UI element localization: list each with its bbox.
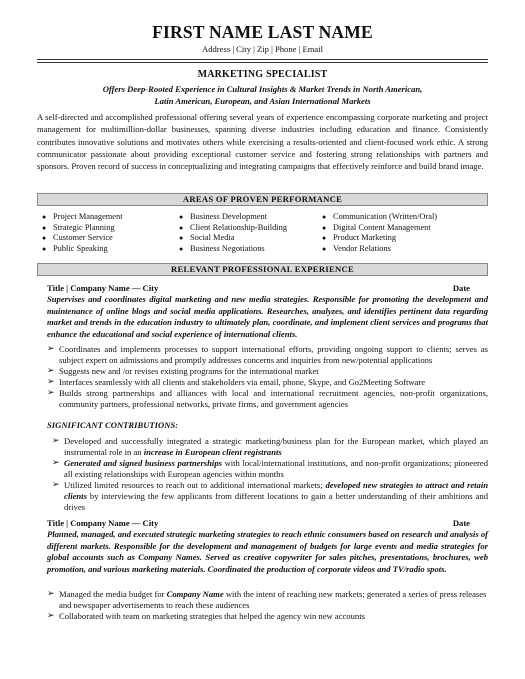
bullet-icon: ● bbox=[322, 234, 327, 242]
areas-column-1 bbox=[42, 212, 179, 254]
bullet-icon: ● bbox=[322, 223, 327, 232]
arrow-bullet-icon: ➢ bbox=[47, 366, 55, 376]
arrow-bullet-icon: ➢ bbox=[47, 344, 55, 354]
candidate-name: FIRST NAME LAST NAME bbox=[152, 22, 373, 42]
arrow-bullet-icon: ➢ bbox=[47, 611, 55, 621]
section-heading-experience: RELEVANT PROFESSIONAL EXPERIENCE bbox=[37, 263, 488, 276]
list-item: ● Digital Content Management bbox=[322, 222, 431, 232]
header-rule-bottom bbox=[37, 62, 488, 63]
bullet-icon: ● bbox=[179, 223, 184, 232]
arrow-bullet-icon: ➢ bbox=[52, 480, 60, 490]
arrow-bullet-icon: ➢ bbox=[47, 388, 55, 398]
list-item: ➢ Generated and signed business partnerships with local/international institutions, and non-profit organizations; pioneered all existing relationships with European agencies within months bbox=[52, 458, 488, 479]
bullet-icon: ● bbox=[179, 244, 184, 253]
list-item: ● Social Media bbox=[179, 233, 235, 242]
job-2-bullets bbox=[47, 589, 488, 622]
bullet-icon: ● bbox=[42, 223, 47, 232]
list-item: ● Business Negotiations bbox=[179, 243, 265, 253]
tagline-line-2: Latin American, European, and Asian International Markets bbox=[154, 96, 371, 106]
arrow-bullet-icon: ➢ bbox=[52, 436, 60, 446]
list-item: ● Client Relationship-Building bbox=[179, 222, 288, 232]
tagline-line-1: Offers Deep-Rooted Experience in Cultural Insights & Market Trends in North American, bbox=[102, 84, 423, 94]
job-title-heading: MARKETING SPECIALIST bbox=[197, 69, 328, 80]
list-item: ➢ Utilized limited resources to reach out to additional international markets; developed new strategies to attract and retain clients by interviewing the few applicants from different locations to gain a better understanding of their ambitions and drives bbox=[52, 480, 488, 512]
bullet-icon: ● bbox=[42, 244, 47, 253]
list-item: ● Project Management bbox=[42, 212, 123, 221]
list-item: ➢ Managed the media budget for Company Name with the intent of reaching new markets; generated a series of press releases and newspaper advertisements to reach these audiences bbox=[47, 589, 487, 610]
contact-line: Address | City | Zip | Phone | Email bbox=[202, 44, 323, 54]
job-2-description: Planned, managed, and executed strategic marketing strategies to reach ethnic consumers based on research and analysis of different markets. Responsible for the development and management of budgets for large events and media strategies for global accounts such as Company Names. Served as creative copywriter for sales pitches, presentations, brochures, web promotion, and various marketing materials. Coordinated the production of corporate videos and TV/radio spots. bbox=[47, 529, 488, 574]
list-item: ● Strategic Planning bbox=[42, 222, 115, 232]
section-heading-areas: AREAS OF PROVEN PERFORMANCE bbox=[37, 193, 488, 206]
job-1-contributions bbox=[52, 436, 488, 513]
job-2-header bbox=[47, 518, 470, 529]
list-item: ● Business Development bbox=[179, 212, 267, 221]
list-item: ● Communication (Written/Oral) bbox=[322, 212, 438, 221]
list-item: ➢ Developed and successfully integrated a strategic marketing/business plan for the European market, which played an instrumental role in an increase in European client registrants bbox=[52, 436, 488, 457]
arrow-bullet-icon: ➢ bbox=[52, 458, 60, 468]
areas-column-2 bbox=[179, 212, 322, 254]
list-item: ● Public Speaking bbox=[42, 243, 108, 253]
list-item: ● Product Marketing bbox=[322, 233, 397, 242]
bullet-icon: ● bbox=[322, 244, 327, 253]
list-item: ➢ Suggests new and /or revises existing programs for the international market bbox=[47, 366, 319, 376]
job-1-date: Date bbox=[452, 283, 470, 293]
list-item: ● Vendor Relations bbox=[322, 243, 391, 253]
bullet-icon: ● bbox=[322, 213, 327, 221]
job-1-bullets bbox=[47, 344, 488, 410]
arrow-bullet-icon: ➢ bbox=[47, 589, 55, 599]
header-rule-top bbox=[37, 59, 488, 60]
job-1-header bbox=[47, 283, 470, 294]
contributions-heading: SIGNIFICANT CONTRIBUTIONS: bbox=[47, 420, 179, 430]
bullet-icon: ● bbox=[179, 234, 184, 242]
areas-of-performance bbox=[42, 212, 488, 254]
summary-paragraph: A self-directed and accomplished professional offering several years of experience encompassing corporate marketing and project management for multimillion-dollar businesses, spanning diverse industries including education and finance. Consistently contributes innovative solutions and motivates others while exercising a results-oriented and client-focused work ethic. A strong communicator passionate about providing exceptional customer service and fostering strong relationships with partners and sponsors. Proven record of success in conceptualizing and integrating campaigns that effectively reinforce and build brand image. bbox=[37, 112, 488, 172]
job-2-title: Title | Company Name — City bbox=[47, 518, 159, 528]
arrow-bullet-icon: ➢ bbox=[47, 377, 55, 387]
list-item: ➢ Collaborated with team on marketing strategies that helped the agency win new accounts bbox=[47, 611, 365, 621]
job-1-description: Supervises and coordinates digital marketing and new media strategies. Responsible for promoting the development and maintenance of online blogs and social media applications. Researches, analyzes, and identifies pertinent data regarding market and trends in the education industry to ultimately plan, coordinate, and implement client services and programs that enhance the educational and social experience of international clients. bbox=[47, 294, 488, 339]
tagline bbox=[0, 83, 525, 107]
list-item: ➢ Coordinates and implements processes to support international efforts, providing ongoing support to clients; serves as subject expert on admissions and promptly addresses concerns and inquiries from new/potential applications bbox=[47, 344, 488, 365]
job-1-title: Title | Company Name — City bbox=[47, 283, 159, 293]
list-item: ➢ Builds strong partnerships and alliances with local and international recruitment agencies, non-profit organizations, community partners, professional networks, private firms, and government agencies bbox=[47, 388, 488, 409]
job-2-date: Date bbox=[452, 518, 470, 528]
bullet-icon: ● bbox=[179, 213, 184, 221]
areas-column-3 bbox=[322, 212, 482, 254]
list-item: ● Customer Service bbox=[42, 233, 113, 242]
bullet-icon: ● bbox=[42, 213, 47, 221]
bullet-icon: ● bbox=[42, 234, 47, 242]
list-item: ➢ Interfaces seamlessly with all clients and stakeholders via email, phone, Skype, and Go2Meeting Software bbox=[47, 377, 426, 387]
